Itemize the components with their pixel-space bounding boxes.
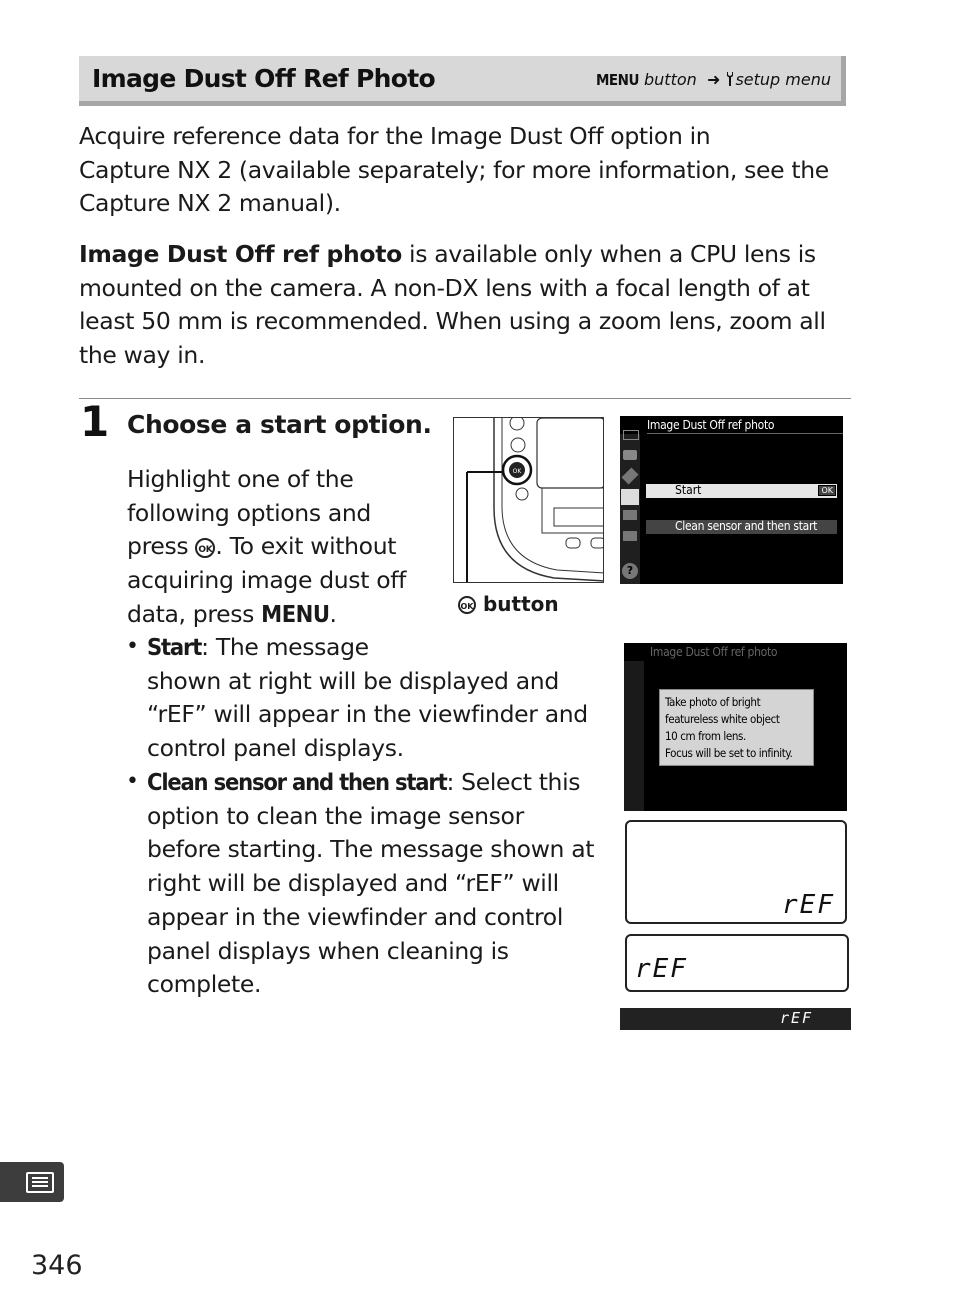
bullet-line: right will be displayed and “rEF” will xyxy=(147,869,559,898)
ok-button-icon: OK xyxy=(458,596,476,614)
bullet-marker: • xyxy=(126,769,139,794)
intro-line: Capture NX 2 manual). xyxy=(79,189,341,218)
availability-text: is available only when a CPU lens is xyxy=(401,240,816,268)
menu-word: MENU xyxy=(261,599,330,628)
help-icon: ? xyxy=(622,563,638,579)
svg-text:OK: OK xyxy=(512,468,522,475)
step-body-line: acquiring image dust off xyxy=(127,566,407,595)
bullet-line: before starting. The message shown at xyxy=(147,835,595,864)
setup-menu-label: setup menu xyxy=(735,70,831,89)
step-title: Choose a start option. xyxy=(127,410,432,439)
ok-badge: OK xyxy=(818,485,836,496)
menu-path xyxy=(596,70,831,89)
top-control-panel xyxy=(625,820,847,924)
step-body-line xyxy=(127,530,406,564)
availability-line: the way in. xyxy=(79,341,206,370)
step-body xyxy=(127,463,406,632)
message-line: 10 cm from lens. xyxy=(665,729,746,743)
intro-line: Capture NX 2 (available separately; for more information, see the xyxy=(79,155,829,184)
intro-line: Acquire reference data for the Image Dust Off option in xyxy=(79,122,711,150)
step-body-line: Highlight one of the xyxy=(127,465,354,493)
viewfinder-ref-text: rEF xyxy=(780,1009,814,1027)
bullet-line: appear in the viewfinder and control xyxy=(147,902,564,931)
bullet-line: complete. xyxy=(147,970,262,999)
bullet-text: : Select this xyxy=(446,768,581,796)
menu-word: MENU xyxy=(596,71,639,89)
menu-list-icon xyxy=(26,1172,54,1193)
camera-caption-label: button xyxy=(482,592,559,616)
camera-caption xyxy=(458,592,559,616)
retouch-icon xyxy=(623,510,637,520)
menu-button-word: button xyxy=(644,70,697,89)
screen-title: Image Dust Off ref photo xyxy=(647,418,775,432)
camera-back-illustration xyxy=(453,417,604,583)
availability-line: mounted on the camera. A non-DX lens with a focal length of at xyxy=(79,273,810,302)
intro-paragraph xyxy=(79,120,849,221)
availability-paragraph xyxy=(79,238,849,373)
bullet-clean-sensor xyxy=(147,766,594,1002)
screen-title: Image Dust Off ref photo xyxy=(650,645,778,659)
menu-option-clean-sensor[interactable] xyxy=(646,520,837,534)
section-header xyxy=(79,56,846,106)
lcd-ref-text: rEF xyxy=(635,954,688,984)
step-text: . To exit without xyxy=(215,532,397,561)
step-text: . xyxy=(329,599,337,628)
message-line: Focus will be set to infinity. xyxy=(665,746,793,760)
camera-icon xyxy=(623,450,637,460)
step-body-line xyxy=(127,598,406,632)
availability-bold: Image Dust Off ref photo xyxy=(79,240,402,268)
bullet-line xyxy=(147,631,588,665)
menu-sidebar xyxy=(624,661,644,811)
menu-option-start[interactable] xyxy=(646,484,837,498)
my-menu-icon xyxy=(623,531,637,541)
section-divider xyxy=(79,398,851,399)
availability-line: least 50 mm is recommended. When using a zoom lens, zoom all xyxy=(79,307,826,336)
wrench-icon xyxy=(725,71,735,87)
lcd-ref-text: rEF xyxy=(782,890,835,920)
arrow-icon: ➜ xyxy=(706,70,721,89)
bullet-line: “rEF” will appear in the viewfinder and xyxy=(147,700,588,729)
page-number: 346 xyxy=(31,1250,83,1281)
viewfinder-display xyxy=(620,1008,851,1030)
bullet-line: option to clean the image sensor xyxy=(147,801,524,830)
menu-screen xyxy=(620,416,843,584)
bullet-term: Clean sensor and then start xyxy=(147,768,447,796)
message-line: featureless white object xyxy=(665,712,780,726)
rear-control-panel xyxy=(625,934,849,992)
bullet-marker: • xyxy=(126,634,139,659)
bullet-line: control panel displays. xyxy=(147,734,404,763)
option-label: Start xyxy=(675,483,702,497)
wrench-icon xyxy=(621,489,639,505)
message-screen xyxy=(624,643,847,811)
bullet-term: Start xyxy=(147,633,202,661)
option-label: Clean sensor and then start xyxy=(675,519,818,533)
step-body-line: following options and xyxy=(127,498,372,527)
availability-line xyxy=(79,238,849,272)
step-number: 1 xyxy=(80,397,110,446)
message-line: Take photo of bright xyxy=(665,695,761,709)
playback-icon xyxy=(623,430,639,440)
step-text: data, press xyxy=(127,599,262,628)
step-text: press xyxy=(127,532,196,561)
ok-button-icon: OK xyxy=(195,538,215,558)
bullet-line: panel displays when cleaning is xyxy=(147,936,509,965)
section-tab xyxy=(0,1162,64,1202)
message-dialog xyxy=(659,689,814,766)
screen-divider xyxy=(647,433,843,434)
bullet-text: : The message xyxy=(201,633,369,661)
section-title: Image Dust Off Ref Photo xyxy=(92,64,435,93)
bullet-start xyxy=(147,631,588,766)
bullet-line xyxy=(147,766,594,800)
camera-drawing xyxy=(454,418,604,583)
bullet-line: shown at right will be displayed and xyxy=(147,666,559,695)
